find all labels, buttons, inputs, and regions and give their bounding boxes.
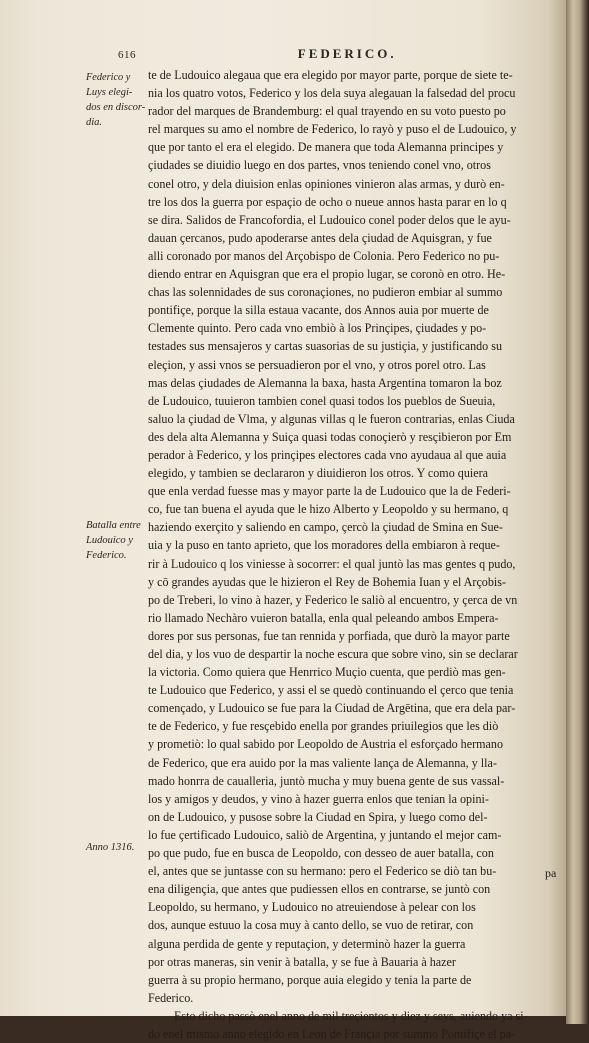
text-line: Clemente quinto. Pero cada vno embiò à los Prinçipes, çiudades y po-: [148, 321, 487, 336]
text-line: dauan çercanos, pudo apoderarse antes dela çiudad de Aquisgran, y fue: [148, 230, 492, 245]
text-line: de Ludouico, tuuieron tambien conel quasi todos los pueblos de Sueuia,: [148, 393, 496, 408]
margin-note-elegidos: [86, 70, 145, 130]
text-line: te de Federico, y fue resçebido enella por grandes priuilegios que les diò: [148, 719, 499, 734]
margin-note-batalla: [86, 518, 141, 563]
text-line: el, antes que se juntasse con su hermano: pero el Federico se diò tan bu-: [148, 864, 497, 879]
text-line: dos, aunque estuuo la cosa muy à canto dello, se vuo de retirar, con: [148, 918, 474, 933]
text-line: del dia, y los vuo de despartir la noche escura que sobre vino, sin se declarar: [148, 647, 518, 661]
text-line: testades sus mensajeros y cartas suasorias de su justiçia, y justificando su: [148, 339, 503, 354]
text-line: conel otro, y dela diuision enlas opiniones vinieron alas armas, y durò en-: [148, 176, 505, 191]
margin-note-line: Ludouico y: [86, 535, 133, 546]
text-line: alguna perdida de gente y reputaçion, y determinò hazer la guerra: [148, 936, 466, 951]
margin-note-line: Federico y: [86, 72, 131, 83]
text-line: rador del marques de Brandemburg: el qual trayendo en su voto puesto po: [148, 104, 506, 119]
text-line: pontifiçe, porque la silla estaua vacante, dos Annos auia por muerte de: [148, 303, 489, 318]
text-line: lo fue çertificado Ludouico, saliò de Argentina, y juntando el mejor cam-: [148, 827, 502, 842]
text-line: te Ludouico que Federico, y assi el se quedò continuando el çerco que tenia: [148, 683, 514, 698]
text-line: rio llamado Nechàro vuieron batalla, enla qual peleando ambos Empera-: [148, 610, 499, 625]
text-line: haziendo exerçito y saliendo en campo, çercò la çiudad de Smina en Sue-: [148, 520, 503, 535]
text-line: çiudades se diuidio luego en dos partes, vnos teniendo conel vno, otros: [148, 158, 491, 173]
text-line: de Federico, que era auido por la mas valiente lança de Alemanna, y lla-: [148, 755, 497, 770]
text-line: alli coronado por manos del Arçobispo de Colonia. Pero Federico no pu-: [148, 248, 500, 263]
text-line: elegido, y tambien se declararon y diuidieron los otros. Y como quiera: [148, 466, 488, 481]
margin-note-line: Batalla entre: [86, 520, 141, 531]
running-head: [118, 46, 397, 62]
text-line: guerra à su propio hermano, porque auia elegido y tenia la parte de: [148, 972, 472, 987]
text-line: diendo entrar en Aquisgran que era el propio lugar, se coronò en otro. He-: [148, 267, 506, 282]
margin-note-line: Anno 1316.: [86, 842, 135, 853]
margin-note-anno: [86, 840, 134, 855]
text-line: se dira. Salidos de Francofordia, el Ludouico conel poder delos que le ayu-: [148, 212, 511, 227]
text-line: mado honrra de caualleria, juntò mucha y muy buena gente de sus vassal-: [148, 773, 505, 788]
text-line: que enla verdad fuesse mas y mayor parte la de Ludouico que la de Federi-: [148, 484, 511, 499]
folio-number: 616: [118, 49, 136, 61]
text-line: po de Treberi, lo vino à hazer, y Federico le saliò al encuentro, y çerca de vn: [148, 592, 518, 607]
text-line: on de Ludouico, y pusose sobre la Ciudad en Spira, y luego como del-: [148, 809, 488, 824]
text-line: Esto dicho passò enel anno de mil treçientos y diez y seys, auiendo ya si-: [174, 1008, 528, 1023]
text-line: ena diligençia, que antes que pudiessen ellos en contrarse, se juntò con: [148, 882, 491, 897]
text-line: saluo la çiudad de Vlma, y algunas villas q le fueron contrarias, enlas Ciuda: [148, 411, 515, 426]
text-line: tre los dos la guerra por espaçio de ocho o nueue annos hasta parar en lo q: [148, 194, 507, 209]
text-line: rir à Ludouico q los viniesse à socorrer: el qual juntò las mas gentes q pudo,: [148, 556, 516, 571]
page-title: FEDERICO.: [297, 46, 397, 61]
text-line: nia los quatro votos, Federico y los dela suya alegauan la falsedad del procu: [148, 86, 516, 101]
text-line: perador à Federico, y los prinçipes electores cada vno ayudaua al que auia: [148, 447, 507, 462]
text-line: eleçion, y assi vnos se persuadieron por el vno, y otros porel otro. Las: [148, 357, 486, 372]
text-line: que por tanto el era el elegido. De manera que toda Alemanna principes y: [148, 140, 504, 155]
text-line: començado, y Ludouico se fue para la Ciudad de Argētina, que era dela par-: [148, 701, 516, 716]
text-line: mas delas çiudades de Alemanna la baxa, hasta Argentina tomaron la boz: [148, 375, 502, 390]
text-line: la victoria. Como quiera que Henrrico Muçio cuenta, que perdiò mas gen-: [148, 665, 506, 680]
text-line: do enel mismo anno elegido en Leon de Françia por summo Pontifiçe el pa-: [148, 1026, 516, 1041]
text-line: chas las solennidades de sus coronaçiones, no pudieron embiar al summo: [148, 285, 503, 300]
margin-note-line: Federico.: [86, 550, 127, 561]
text-line: des dela alta Alemanna y Suiça quasi todas conoçierò y resçibieron por Em: [148, 429, 512, 444]
text-line: uia y la puso en tanto aprieto, que los moradores della embiaron à reque-: [148, 538, 500, 553]
text-line: rel marques su amo el nombre de Federico, lo rayò y puso el de Ludouico, y: [148, 122, 517, 137]
text-line: y prometiò: lo qual sabido por Leopoldo de Austria el esforçado hermano: [148, 737, 503, 752]
text-line: Federico.: [148, 990, 194, 1005]
text-line: te de Ludouico alegaua que era elegido por mayor parte, porque de siete te-: [148, 68, 513, 82]
text-line: y cō grandes ayudas que le hizieron el Rey de Bohemia Iuan y el Arçobis-: [148, 574, 506, 589]
page-edge: [566, 0, 589, 1024]
margin-note-line: Luys elegi-: [86, 87, 133, 98]
catchword: pa: [545, 866, 557, 880]
text-line: Leopoldo, su hermano, y Ludouico no atreuiendose à pelear con los: [148, 900, 476, 915]
margin-note-line: dos en discor-: [86, 102, 146, 113]
text-line: los y amigos y deudos, y vino à hazer guerra enlos que tenian la opini-: [148, 791, 489, 806]
text-line: po que pudo, fue en busca de Leopoldo, con desseo de auer batalla, con: [148, 846, 494, 861]
main-text: [148, 66, 556, 1043]
text-line: por otras maneras, sin venir à batalla, y se fue à Bauaria à hazer: [148, 954, 456, 969]
text-line: co, fue tan buena el ayuda que le hizo Alberto y Leopoldo y su hermano, q: [148, 502, 509, 517]
text-line: dores por sus personas, fue tan rennida y porfiada, que durò la mayor parte: [148, 628, 510, 643]
margin-note-line: dia.: [86, 117, 103, 128]
